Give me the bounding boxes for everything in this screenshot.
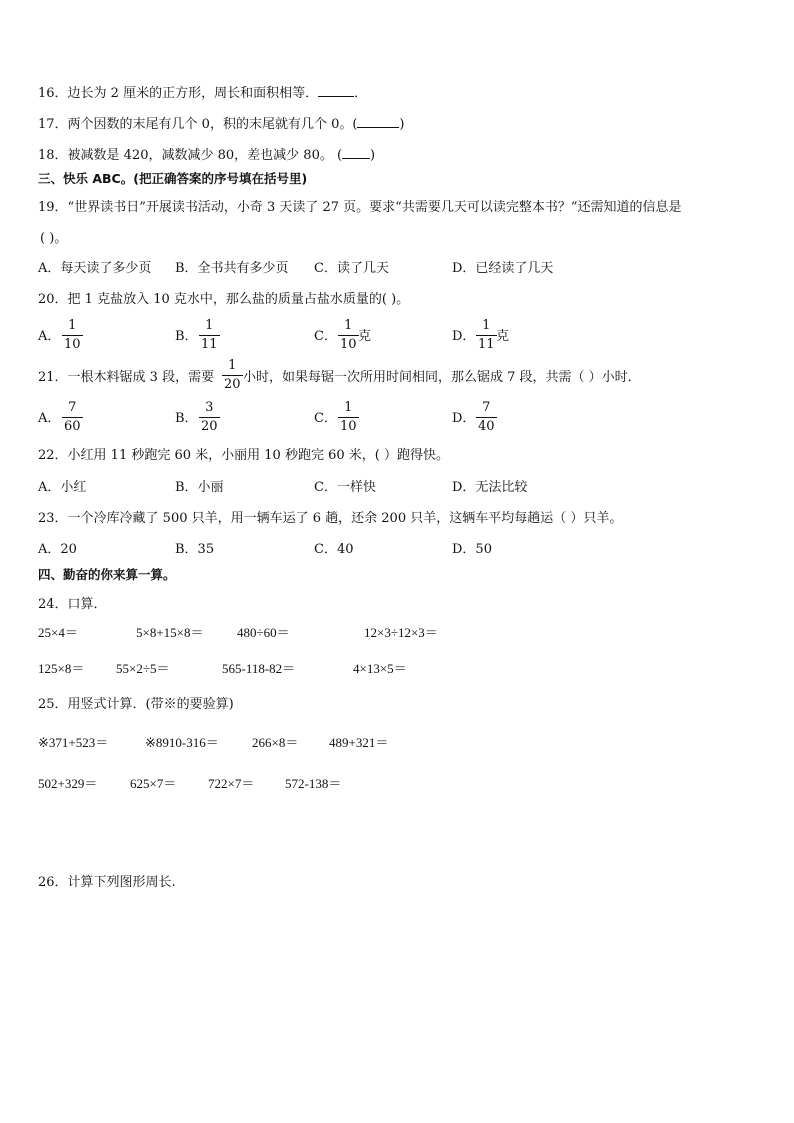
fraction-numerator: 1 <box>228 358 237 373</box>
q20-option-d-fraction <box>476 318 497 353</box>
question-17-text: 17．两个因数的末尾有几个 0，积的末尾就有几个 0。( <box>38 117 358 132</box>
mental-calc-2: 5×8+15×8＝ <box>136 625 204 640</box>
q21-option-a-label[interactable]: A． <box>38 411 61 426</box>
fraction-numerator: 1 <box>482 318 491 333</box>
q21-option-a-fraction <box>62 400 83 435</box>
fraction-denominator: 10 <box>340 419 357 434</box>
fraction-denominator: 11 <box>201 337 218 352</box>
fraction-numerator: 7 <box>482 400 491 415</box>
fraction-denominator: 10 <box>340 337 357 352</box>
q20-option-c-unit: 克 <box>358 329 372 344</box>
question-25-title: 25．用竖式计算．(带※的要验算) <box>38 697 234 712</box>
question-20: 20．把 1 克盐放入 10 克水中，那么盐的质量占盐水质量的( )。 <box>38 292 410 307</box>
vertical-calc-2: ※8910-316＝ <box>145 735 219 750</box>
fraction-numerator: 1 <box>344 400 353 415</box>
mental-calc-1: 25×4＝ <box>38 625 78 640</box>
q23-option-a[interactable]: A．20 <box>38 542 77 557</box>
question-17-end: ) <box>399 117 405 132</box>
q20-option-c-fraction <box>338 318 359 353</box>
fraction-denominator: 11 <box>478 337 495 352</box>
mental-calc-5: 125×8＝ <box>38 661 85 676</box>
fraction-denominator: 60 <box>64 419 81 434</box>
question-17 <box>38 115 405 134</box>
answer-blank-17[interactable] <box>357 115 399 128</box>
fraction-denominator: 40 <box>478 419 495 434</box>
q20-option-a-fraction <box>62 318 83 353</box>
q21-option-b-label[interactable]: B． <box>175 411 198 426</box>
question-21-pre: 21．一根木料锯成 3 段，需要 <box>38 370 215 385</box>
fraction-denominator: 20 <box>201 419 218 434</box>
q23-option-b[interactable]: B．35 <box>175 542 215 557</box>
q22-option-a[interactable]: A．小红 <box>38 480 87 495</box>
mental-calc-7: 565-118-82＝ <box>222 661 296 676</box>
q21-option-c-label[interactable]: C． <box>314 411 337 426</box>
question-26-title: 26．计算下列图形周长. <box>38 875 176 890</box>
question-18 <box>38 146 375 165</box>
fraction-numerator: 1 <box>344 318 353 333</box>
vertical-calc-7: 722×7＝ <box>208 776 255 791</box>
fraction-denominator: 10 <box>64 337 81 352</box>
q20-option-b-label[interactable]: B． <box>175 329 198 344</box>
section-3-heading: 三、快乐 ABC。(把正确答案的序号填在括号里) <box>38 171 308 186</box>
q21-option-c-fraction <box>338 400 359 435</box>
question-19-line2: ( )。 <box>40 231 68 246</box>
answer-blank-16[interactable] <box>318 84 354 97</box>
answer-blank-18[interactable] <box>342 146 370 159</box>
vertical-calc-8: 572-138＝ <box>285 776 342 791</box>
question-23: 23．一个冷库冷藏了 500 只羊，用一辆车运了 6 趟，还余 200 只羊，这辆车平均每趟运（ ）只羊。 <box>38 511 623 526</box>
q21-option-b-fraction <box>199 400 220 435</box>
fraction-numerator: 1 <box>68 318 77 333</box>
q20-option-b-fraction <box>199 318 220 353</box>
mental-calc-4: 12×3÷12×3＝ <box>364 625 438 640</box>
q20-option-d-label[interactable]: D． <box>452 329 476 344</box>
mental-calc-3: 480÷60＝ <box>237 625 290 640</box>
fraction-numerator: 7 <box>68 400 77 415</box>
mental-calc-6: 55×2÷5＝ <box>116 661 170 676</box>
question-21-post: 小时，如果每锯一次所用时间相同，那么锯成 7 段，共需（ ）小时． <box>243 370 641 385</box>
q19-option-c[interactable]: C．读了几天 <box>314 261 389 276</box>
q19-option-b[interactable]: B．全书共有多少页 <box>175 261 289 276</box>
q23-option-d[interactable]: D．50 <box>452 542 492 557</box>
question-19-line1: 19．“世界读书日”开展读书活动，小奇 3 天读了 27 页。要求“共需要几天可以读完整本书？”还需知道的信息是 <box>38 200 682 215</box>
question-21-fraction <box>222 358 243 393</box>
question-24-title: 24．口算． <box>38 597 107 612</box>
q21-option-d-label[interactable]: D． <box>452 411 476 426</box>
q20-option-d-unit: 克 <box>496 329 510 344</box>
vertical-calc-3: 266×8＝ <box>252 735 299 750</box>
question-18-end: ) <box>370 148 376 163</box>
q23-option-c[interactable]: C．40 <box>314 542 354 557</box>
question-16-text: 16．边长为 2 厘米的正方形，周长和面积相等． <box>38 86 319 101</box>
section-4-heading: 四、勤奋的你来算一算。 <box>38 567 176 582</box>
q19-option-d[interactable]: D．已经读了几天 <box>452 261 554 276</box>
q20-option-c-label[interactable]: C． <box>314 329 337 344</box>
q22-option-b[interactable]: B．小丽 <box>175 480 224 495</box>
fraction-numerator: 1 <box>205 318 214 333</box>
mental-calc-8: 4×13×5＝ <box>353 661 407 676</box>
question-16 <box>38 84 367 103</box>
vertical-calc-1: ※371+523＝ <box>38 735 109 750</box>
question-16-end: ． <box>354 86 368 101</box>
question-18-text: 18．被减数是 420，减数减少 80，差也减少 80。 ( <box>38 148 343 163</box>
q20-option-a-label[interactable]: A． <box>38 329 61 344</box>
q21-option-d-fraction <box>476 400 497 435</box>
q22-option-d[interactable]: D．无法比较 <box>452 480 528 495</box>
vertical-calc-4: 489+321＝ <box>329 735 389 750</box>
question-22: 22．小红用 11 秒跑完 60 米，小丽用 10 秒跑完 60 米，( ）跑得快。 <box>38 448 449 463</box>
fraction-denominator: 20 <box>224 377 241 392</box>
q22-option-c[interactable]: C．一样快 <box>314 480 376 495</box>
vertical-calc-5: 502+329＝ <box>38 776 98 791</box>
vertical-calc-6: 625×7＝ <box>130 776 177 791</box>
q19-option-a[interactable]: A．每天读了多少页 <box>38 261 152 276</box>
fraction-numerator: 3 <box>205 400 214 415</box>
